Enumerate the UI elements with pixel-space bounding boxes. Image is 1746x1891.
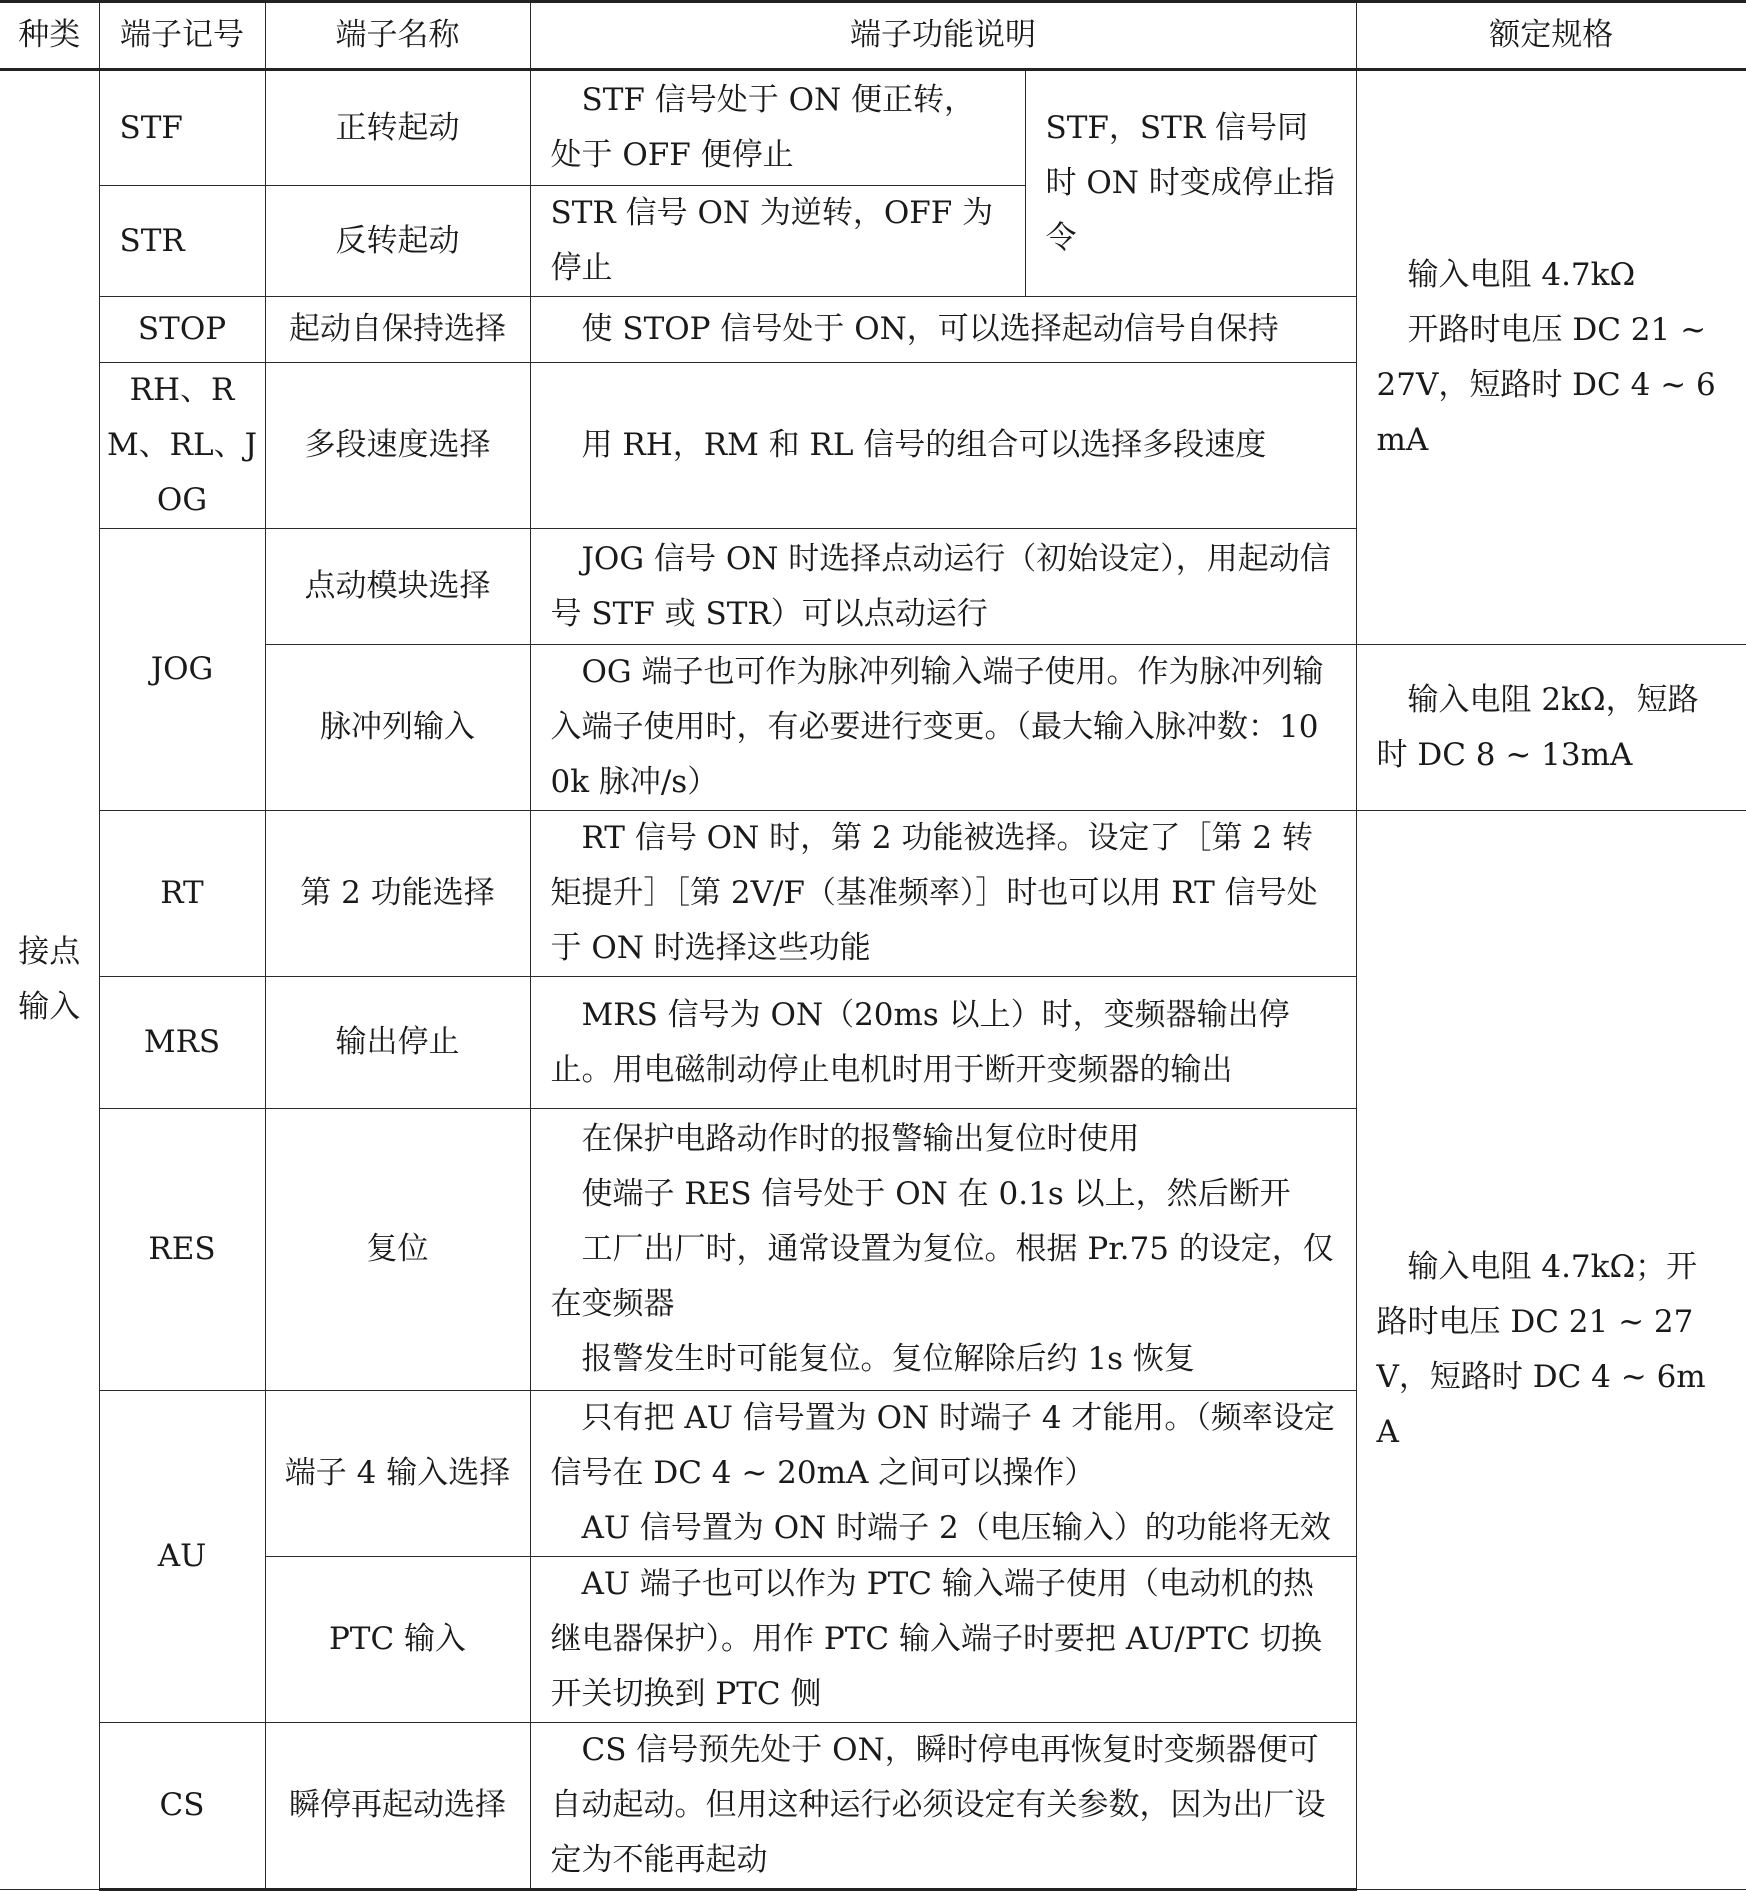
- rating-line: 输入电阻 4.7kΩ；开路时电压 DC 21 ~ 27V，短路时 DC 4 ~ 6mA: [1376, 1249, 1706, 1450]
- desc-cell: [530, 1109, 1356, 1391]
- desc-cell: [530, 645, 1356, 811]
- header-rating: 额定规格: [1356, 2, 1746, 70]
- desc-line: AU 信号置为 ON 时端子 2（电压输入）的功能将无效: [581, 1510, 1331, 1546]
- rating-line: 输入电阻 2kΩ，短路时 DC 8 ~ 13mA: [1376, 681, 1699, 773]
- name-cell: 反转起动: [265, 186, 530, 297]
- symbol-cell: AU: [99, 1391, 265, 1723]
- symbol-cell: RT: [99, 811, 265, 977]
- desc-cell: [530, 297, 1356, 363]
- symbol-cell: CS: [99, 1723, 265, 1890]
- name-cell: 脉冲列输入: [265, 645, 530, 811]
- desc-cell: [530, 977, 1356, 1109]
- desc-cell: [530, 1557, 1356, 1723]
- name-cell: 输出停止: [265, 977, 530, 1109]
- name-cell: 正转起动: [265, 70, 530, 186]
- desc-line: AU 端子也可以作为 PTC 输入端子使用（电动机的热继电器保护）。用作 PTC 输入端子时要把 AU/PTC 切换开关切换到 PTC 侧: [550, 1566, 1322, 1712]
- desc-line: JOG 信号 ON 时选择点动运行（初始设定），用起动信号 STF 或 STR）可以点动运行: [550, 540, 1331, 632]
- desc-line: 用 RH，RM 和 RL 信号的组合可以选择多段速度: [581, 427, 1267, 463]
- desc-line: 只有把 AU 信号置为 ON 时端子 4 才能用。（频率设定信号在 DC 4 ~ 20mA 之间可以操作）: [550, 1400, 1335, 1491]
- rating-line: 输入电阻 4.7kΩ: [1407, 256, 1636, 293]
- desc-cell: [530, 811, 1356, 977]
- desc-line: 工厂出厂时，通常设置为复位。根据 Pr.75 的设定，仅在变频器: [550, 1231, 1334, 1322]
- desc-cell: [530, 186, 1025, 297]
- symbol-cell: JOG: [99, 529, 265, 811]
- symbol-cell: RES: [99, 1109, 265, 1391]
- table-row-stf: [0, 70, 1746, 186]
- desc-line: 在保护电路动作时的报警输出复位时使用: [581, 1121, 1140, 1157]
- header-row: [0, 2, 1746, 70]
- header-name: 端子名称: [265, 2, 530, 70]
- rating-cell-group3: [1356, 811, 1746, 1890]
- symbol-cell: MRS: [99, 977, 265, 1109]
- rating-line: 开路时电压 DC 21 ~ 27V，短路时 DC 4 ~ 6mA: [1376, 311, 1716, 458]
- desc-line: 使端子 RES 信号处于 ON 在 0.1s 以上，然后断开: [581, 1176, 1291, 1212]
- name-cell: 端子 4 输入选择: [265, 1391, 530, 1557]
- desc-line: 报警发生时可能复位。复位解除后约 1s 恢复: [581, 1341, 1195, 1377]
- desc-line: CS 信号预先处于 ON，瞬时停电再恢复时变频器便可自动起动。但用这种运行必须设定有关参数，因为出厂设定为不能再起动: [550, 1732, 1326, 1878]
- desc-cell: [530, 529, 1356, 645]
- desc-cell: [530, 363, 1356, 529]
- desc-line: OG 端子也可作为脉冲列输入端子使用。作为脉冲列输入端子使用时，有必要进行变更。（最大输入脉冲数：100k 脉冲/s）: [550, 654, 1324, 800]
- rating-cell-group2: [1356, 645, 1746, 811]
- symbol-cell: STOP: [99, 297, 265, 363]
- symbol-cell: STF: [99, 70, 265, 186]
- name-cell: 第 2 功能选择: [265, 811, 530, 977]
- header-symbol: 端子记号: [99, 2, 265, 70]
- name-cell: 瞬停再起动选择: [265, 1723, 530, 1890]
- desc-cell: [530, 70, 1025, 186]
- symbol-cell: RH、RM、RL、JOG: [99, 363, 265, 529]
- desc-cell: [530, 1391, 1356, 1557]
- table-row-rt: [0, 811, 1746, 977]
- name-cell: PTC 输入: [265, 1557, 530, 1723]
- name-cell: 复位: [265, 1109, 530, 1391]
- stf-str-note-cell: [1025, 70, 1356, 297]
- desc-line: 使 STOP 信号处于 ON，可以选择起动信号自保持: [581, 311, 1279, 347]
- name-cell: 起动自保持选择: [265, 297, 530, 363]
- category-cell: 接点输入: [0, 70, 99, 1890]
- header-category: 种类: [0, 2, 99, 70]
- name-cell: 多段速度选择: [265, 363, 530, 529]
- desc-line: STR 信号 ON 为逆转，OFF 为停止: [550, 195, 994, 286]
- desc-line: STF 信号处于 ON 便正转，处于 OFF 便停止: [550, 82, 976, 173]
- desc-line: STF，STR 信号同时 ON 时变成停止指令: [1045, 110, 1335, 256]
- desc-cell: [530, 1723, 1356, 1890]
- desc-line: RT 信号 ON 时，第 2 功能被选择。设定了［第 2 转矩提升］［第 2V/F（基准频率）］时也可以用 RT 信号处于 ON 时选择这些功能: [550, 820, 1318, 966]
- header-function: 端子功能说明: [530, 2, 1356, 70]
- symbol-cell: STR: [99, 186, 265, 297]
- name-cell: 点动模块选择: [265, 529, 530, 645]
- rating-cell-group1: [1356, 70, 1746, 645]
- desc-line: MRS 信号为 ON（20ms 以上）时，变频器输出停止。用电磁制动停止电机时用于断开变频器的输出: [550, 996, 1290, 1088]
